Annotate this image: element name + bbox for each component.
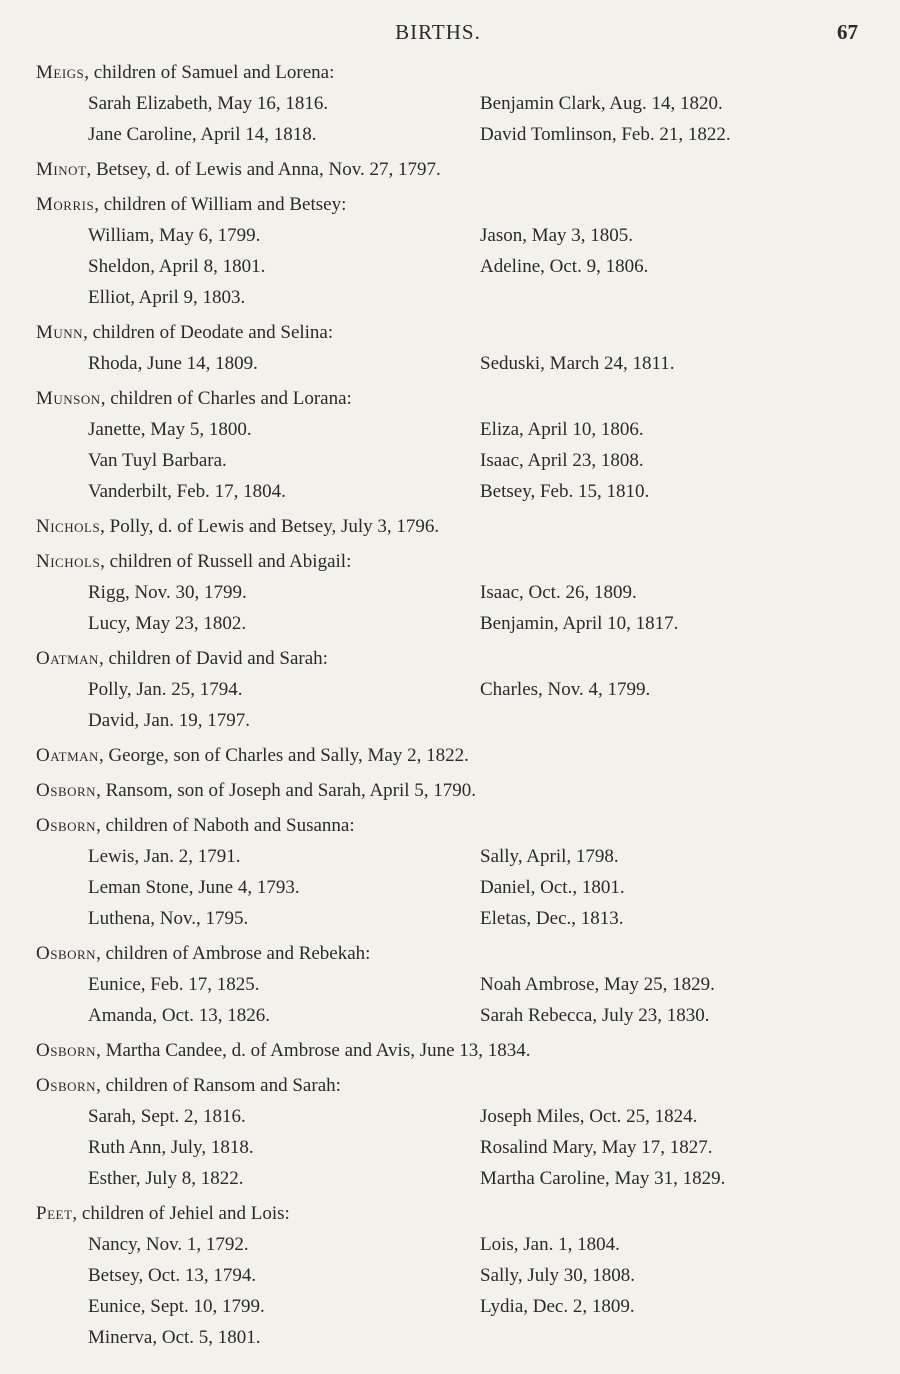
entry-text: , children of David and Sarah:: [98, 648, 328, 669]
entry-heading: [36, 741, 840, 771]
children-list: [36, 577, 840, 639]
child-record: Elliot, April 9, 1803.: [88, 287, 246, 308]
child-record: Noah Ambrose, May 25, 1829.: [480, 974, 715, 995]
child-record: Leman Stone, June 4, 1793.: [88, 877, 300, 898]
family-surname: Oatman: [36, 648, 99, 669]
child-record: Isaac, April 23, 1808.: [480, 450, 644, 471]
child-record: Sheldon, April 8, 1801.: [88, 256, 266, 277]
child-record: Van Tuyl Barbara.: [88, 450, 227, 471]
child-record: Lois, Jan. 1, 1804.: [480, 1234, 620, 1255]
children-list: [36, 414, 840, 507]
entry-text: , children of Ransom and Sarah:: [96, 1075, 341, 1096]
family-surname: Osborn: [36, 1040, 97, 1061]
child-record: Eunice, Feb. 17, 1825.: [88, 974, 260, 995]
child-record: Amanda, Oct. 13, 1826.: [88, 1005, 271, 1026]
entry-heading: [36, 1071, 840, 1101]
birth-entry: [36, 741, 840, 771]
child-record: Minerva, Oct. 5, 1801.: [88, 1327, 261, 1348]
family-surname: Osborn: [36, 943, 97, 964]
family-surname: Meigs: [36, 62, 85, 83]
entry-text: , children of Russell and Abigail:: [100, 551, 352, 572]
entry-text: , Betsey, d. of Lewis and Anna, Nov. 27, 1797.: [86, 159, 441, 180]
child-record: Lucy, May 23, 1802.: [88, 613, 247, 634]
children-list: [36, 969, 840, 1031]
child-record: Lydia, Dec. 2, 1809.: [480, 1296, 635, 1317]
child-record: Sarah, Sept. 2, 1816.: [88, 1106, 246, 1127]
birth-entry: [36, 811, 840, 934]
entry-text: , children of Naboth and Susanna:: [96, 815, 355, 836]
family-surname: Osborn: [36, 780, 97, 801]
entry-text: , children of Ambrose and Rebekah:: [96, 943, 371, 964]
child-record: Martha Caroline, May 31, 1829.: [480, 1168, 726, 1189]
entry-heading: [36, 547, 840, 577]
page-header: [36, 18, 858, 52]
page-number: 67: [837, 20, 858, 44]
entry-text: , George, son of Charles and Sally, May 2, 1822.: [98, 745, 469, 766]
entry-heading: [36, 1036, 840, 1066]
entry-text: , children of Samuel and Lorena:: [84, 62, 335, 83]
birth-entry: [36, 155, 840, 185]
entry-heading: [36, 644, 840, 674]
birth-entry: [36, 512, 840, 542]
child-record: Lewis, Jan. 2, 1791.: [88, 846, 241, 867]
entry-heading: [36, 190, 840, 220]
birth-entry: [36, 190, 840, 313]
birth-entry: [36, 644, 840, 736]
child-record: Betsey, Oct. 13, 1794.: [88, 1265, 257, 1286]
child-record: Isaac, Oct. 26, 1809.: [480, 582, 637, 603]
child-record: Sarah Elizabeth, May 16, 1816.: [88, 93, 329, 114]
entry-text: , children of Charles and Lorana:: [100, 388, 352, 409]
child-record: William, May 6, 1799.: [88, 225, 261, 246]
children-list: [36, 841, 840, 934]
family-surname: Oatman: [36, 745, 99, 766]
child-record: Eletas, Dec., 1813.: [480, 908, 624, 929]
family-surname: Nichols: [36, 516, 101, 537]
child-record: Sally, April, 1798.: [480, 846, 619, 867]
child-record: Jason, May 3, 1805.: [480, 225, 634, 246]
children-list: [36, 1101, 840, 1194]
child-record: Benjamin, April 10, 1817.: [480, 613, 679, 634]
birth-entry: [36, 58, 840, 150]
family-surname: Osborn: [36, 815, 97, 836]
children-list: [36, 1229, 840, 1353]
entry-heading: [36, 384, 840, 414]
entry-text: , Polly, d. of Lewis and Betsey, July 3, 1796.: [100, 516, 440, 537]
child-record: Eliza, April 10, 1806.: [480, 419, 644, 440]
birth-entry: [36, 1071, 840, 1194]
entry-text: , children of William and Betsey:: [94, 194, 347, 215]
birth-entry: [36, 318, 840, 379]
child-record: Sarah Rebecca, July 23, 1830.: [480, 1005, 710, 1026]
entry-heading: [36, 776, 840, 806]
entry-heading: [36, 1199, 840, 1229]
child-record: Vanderbilt, Feb. 17, 1804.: [88, 481, 286, 502]
family-surname: Morris: [36, 194, 95, 215]
entry-heading: [36, 155, 840, 185]
child-record: David Tomlinson, Feb. 21, 1822.: [480, 124, 731, 145]
entry-text: , Martha Candee, d. of Ambrose and Avis, June 13, 1834.: [96, 1040, 531, 1061]
entries-list: [36, 58, 840, 1353]
entry-heading: [36, 939, 840, 969]
child-record: Sally, July 30, 1808.: [480, 1265, 635, 1286]
child-record: Adeline, Oct. 9, 1806.: [480, 256, 649, 277]
birth-entry: [36, 1036, 840, 1066]
family-surname: Nichols: [36, 551, 101, 572]
child-record: Rigg, Nov. 30, 1799.: [88, 582, 247, 603]
child-record: Jane Caroline, April 14, 1818.: [88, 124, 317, 145]
family-surname: Munn: [36, 322, 84, 343]
birth-entry: [36, 1199, 840, 1353]
entry-heading: [36, 512, 840, 542]
family-surname: Minot: [36, 159, 87, 180]
child-record: Betsey, Feb. 15, 1810.: [480, 481, 650, 502]
entry-text: , children of Jehiel and Lois:: [72, 1203, 290, 1224]
family-surname: Peet: [36, 1203, 73, 1224]
children-list: [36, 220, 840, 313]
family-surname: Osborn: [36, 1075, 97, 1096]
child-record: Nancy, Nov. 1, 1792.: [88, 1234, 249, 1255]
birth-entry: [36, 384, 840, 507]
child-record: Luthena, Nov., 1795.: [88, 908, 249, 929]
birth-entry: [36, 939, 840, 1031]
child-record: Janette, May 5, 1800.: [88, 419, 252, 440]
child-record: Benjamin Clark, Aug. 14, 1820.: [480, 93, 723, 114]
entry-heading: [36, 811, 840, 841]
page-title: BIRTHS.: [395, 20, 481, 44]
children-list: [36, 348, 840, 379]
family-surname: Munson: [36, 388, 101, 409]
child-record: Daniel, Oct., 1801.: [480, 877, 625, 898]
entry-heading: [36, 318, 840, 348]
child-record: Eunice, Sept. 10, 1799.: [88, 1296, 265, 1317]
entry-text: , Ransom, son of Joseph and Sarah, April 5, 1790.: [96, 780, 477, 801]
entry-text: , children of Deodate and Selina:: [83, 322, 334, 343]
child-record: David, Jan. 19, 1797.: [88, 710, 251, 731]
birth-entry: [36, 776, 840, 806]
child-record: Charles, Nov. 4, 1799.: [480, 679, 651, 700]
children-list: [36, 674, 840, 736]
child-record: Rosalind Mary, May 17, 1827.: [480, 1137, 713, 1158]
entry-heading: [36, 58, 840, 88]
child-record: Ruth Ann, July, 1818.: [88, 1137, 254, 1158]
children-list: [36, 88, 840, 150]
child-record: Seduski, March 24, 1811.: [480, 353, 675, 374]
birth-entry: [36, 547, 840, 639]
child-record: Polly, Jan. 25, 1794.: [88, 679, 243, 700]
child-record: Joseph Miles, Oct. 25, 1824.: [480, 1106, 698, 1127]
child-record: Esther, July 8, 1822.: [88, 1168, 244, 1189]
child-record: Rhoda, June 14, 1809.: [88, 353, 258, 374]
